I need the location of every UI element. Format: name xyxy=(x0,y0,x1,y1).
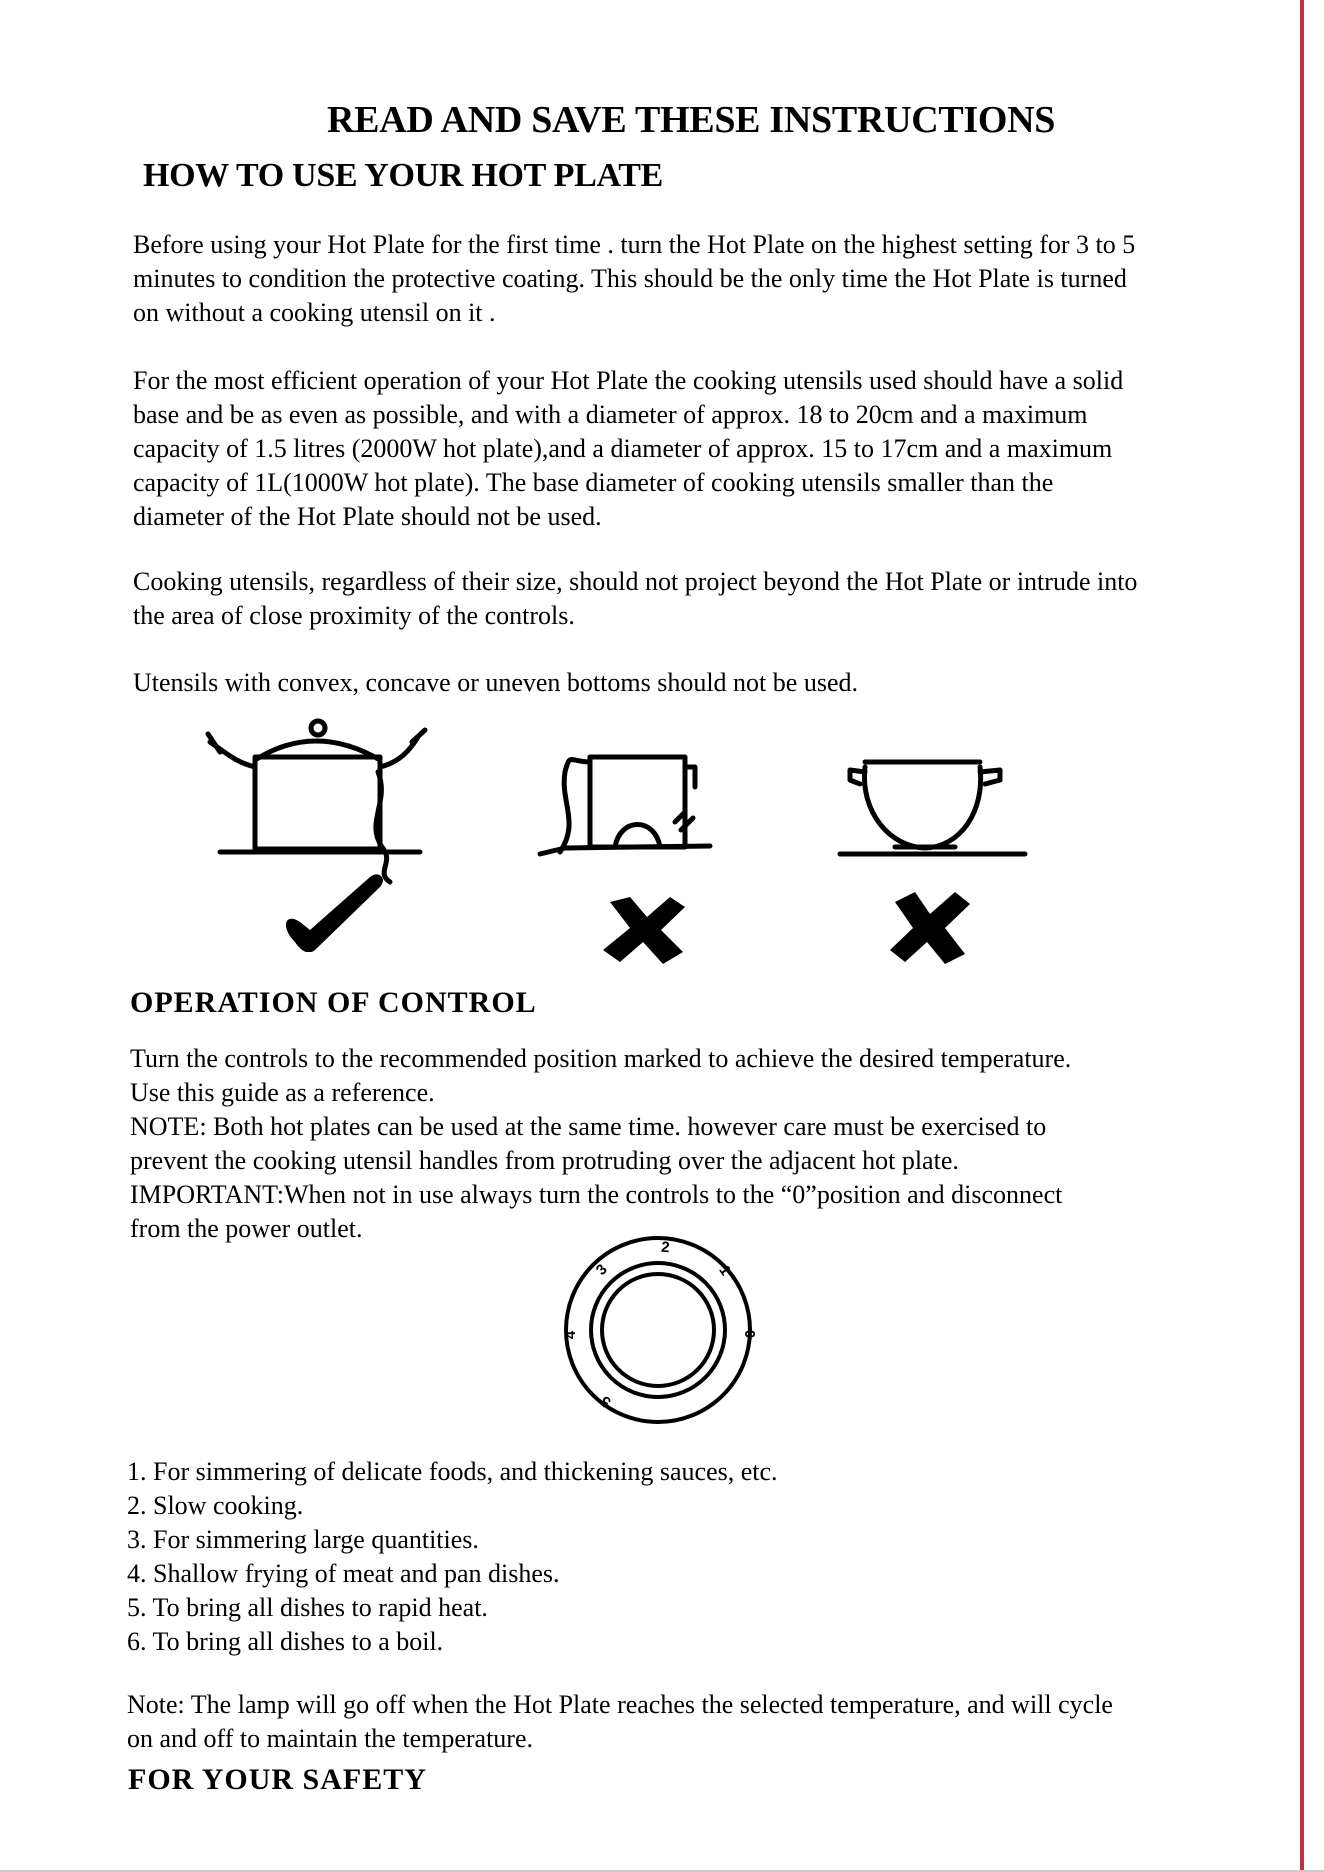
operation-line: Use this guide as a reference. xyxy=(130,1078,435,1107)
page-title: READ AND SAVE THESE INSTRUCTIONS xyxy=(327,99,1056,141)
operation-line: from the power outlet. xyxy=(130,1214,363,1243)
dial-number-1: 1 xyxy=(715,1262,735,1279)
paragraph-utensil-position: Cooking utensils, regardless of their size, should not project beyond the Hot Plate or intrude into the area of close proximity of the controls. xyxy=(133,567,1138,630)
settings-list-item: 4. Shallow frying of meat and pan dishes. xyxy=(127,1559,560,1588)
paragraph-utensil-bottoms: Utensils with convex, concave or uneven bottoms should not be used. xyxy=(133,668,858,697)
operation-line: IMPORTANT:When not in use always turn the controls to the “0”position and disconnect xyxy=(130,1180,1063,1209)
settings-list-item: 3. For simmering large quantities. xyxy=(127,1525,479,1554)
lamp-note-line: Note: The lamp will go off when the Hot Plate reaches the selected temperature, and will cycle xyxy=(127,1690,1113,1719)
lamp-note xyxy=(127,1688,1113,1756)
settings-list-item: 5. To bring all dishes to rapid heat. xyxy=(127,1593,488,1622)
section-heading-how-to-use: HOW TO USE YOUR HOT PLATE xyxy=(143,157,663,194)
lamp-note-line: on and off to maintain the temperature. xyxy=(127,1724,533,1753)
settings-list-item: 6. To bring all dishes to a boil. xyxy=(127,1627,444,1656)
operation-text-block xyxy=(130,1042,1071,1246)
page-margin-rule xyxy=(1300,0,1304,1872)
cross-mark-icon xyxy=(890,892,970,964)
dial-number-0: 0 xyxy=(741,1329,758,1339)
correct-utensil-illustration xyxy=(200,712,450,952)
dial-number-4: 4 xyxy=(562,1330,579,1340)
concave-bottom-utensil-illustration xyxy=(535,742,735,967)
convex-bottom-utensil-illustration xyxy=(835,742,1035,967)
paragraph-utensil-size: For the most efficient operation of your Hot Plate the cooking utensils used should have a solid base and be as even as possible, and with a diameter of approx. 18 to 20cm and a maximum capacity of 1.5 litres (2000W hot plate),and a diameter of approx. 15 to 17cm and a maximum capacity of 1L(1000W hot plate). The base diameter of cooking utensils smaller than the diameter of the Hot Plate should not be used. xyxy=(133,366,1124,531)
operation-line: Turn the controls to the recommended position marked to achieve the desired temperature. xyxy=(130,1044,1072,1073)
section-heading-operation: OPERATION OF CONTROL xyxy=(130,986,537,1019)
cross-mark-icon xyxy=(603,897,685,964)
paragraph-first-use: Before using your Hot Plate for the first time . turn the Hot Plate on the highest setting for 3 to 5 minutes to condition the protective coating. This should be the only time the Hot Plate is turned on without a cooking utensil on it . xyxy=(133,230,1136,327)
operation-line: prevent the cooking utensil handles from protruding over the adjacent hot plate. xyxy=(130,1146,959,1175)
dial-number-3: 3 xyxy=(592,1260,611,1279)
settings-list-item: 2. Slow cooking. xyxy=(127,1491,304,1520)
settings-list-item: 1. For simmering of delicate foods, and thickening sauces, etc. xyxy=(127,1457,778,1486)
settings-list xyxy=(127,1455,778,1659)
dial-number-2: 2 xyxy=(660,1238,671,1257)
dial-number-5: 5 xyxy=(596,1392,615,1411)
operation-line: NOTE: Both hot plates can be used at the same time. however care must be exercised to xyxy=(130,1112,1047,1141)
section-heading-safety: FOR YOUR SAFETY xyxy=(128,1763,427,1796)
check-mark-icon xyxy=(286,874,383,952)
control-dial-icon xyxy=(558,1230,758,1430)
